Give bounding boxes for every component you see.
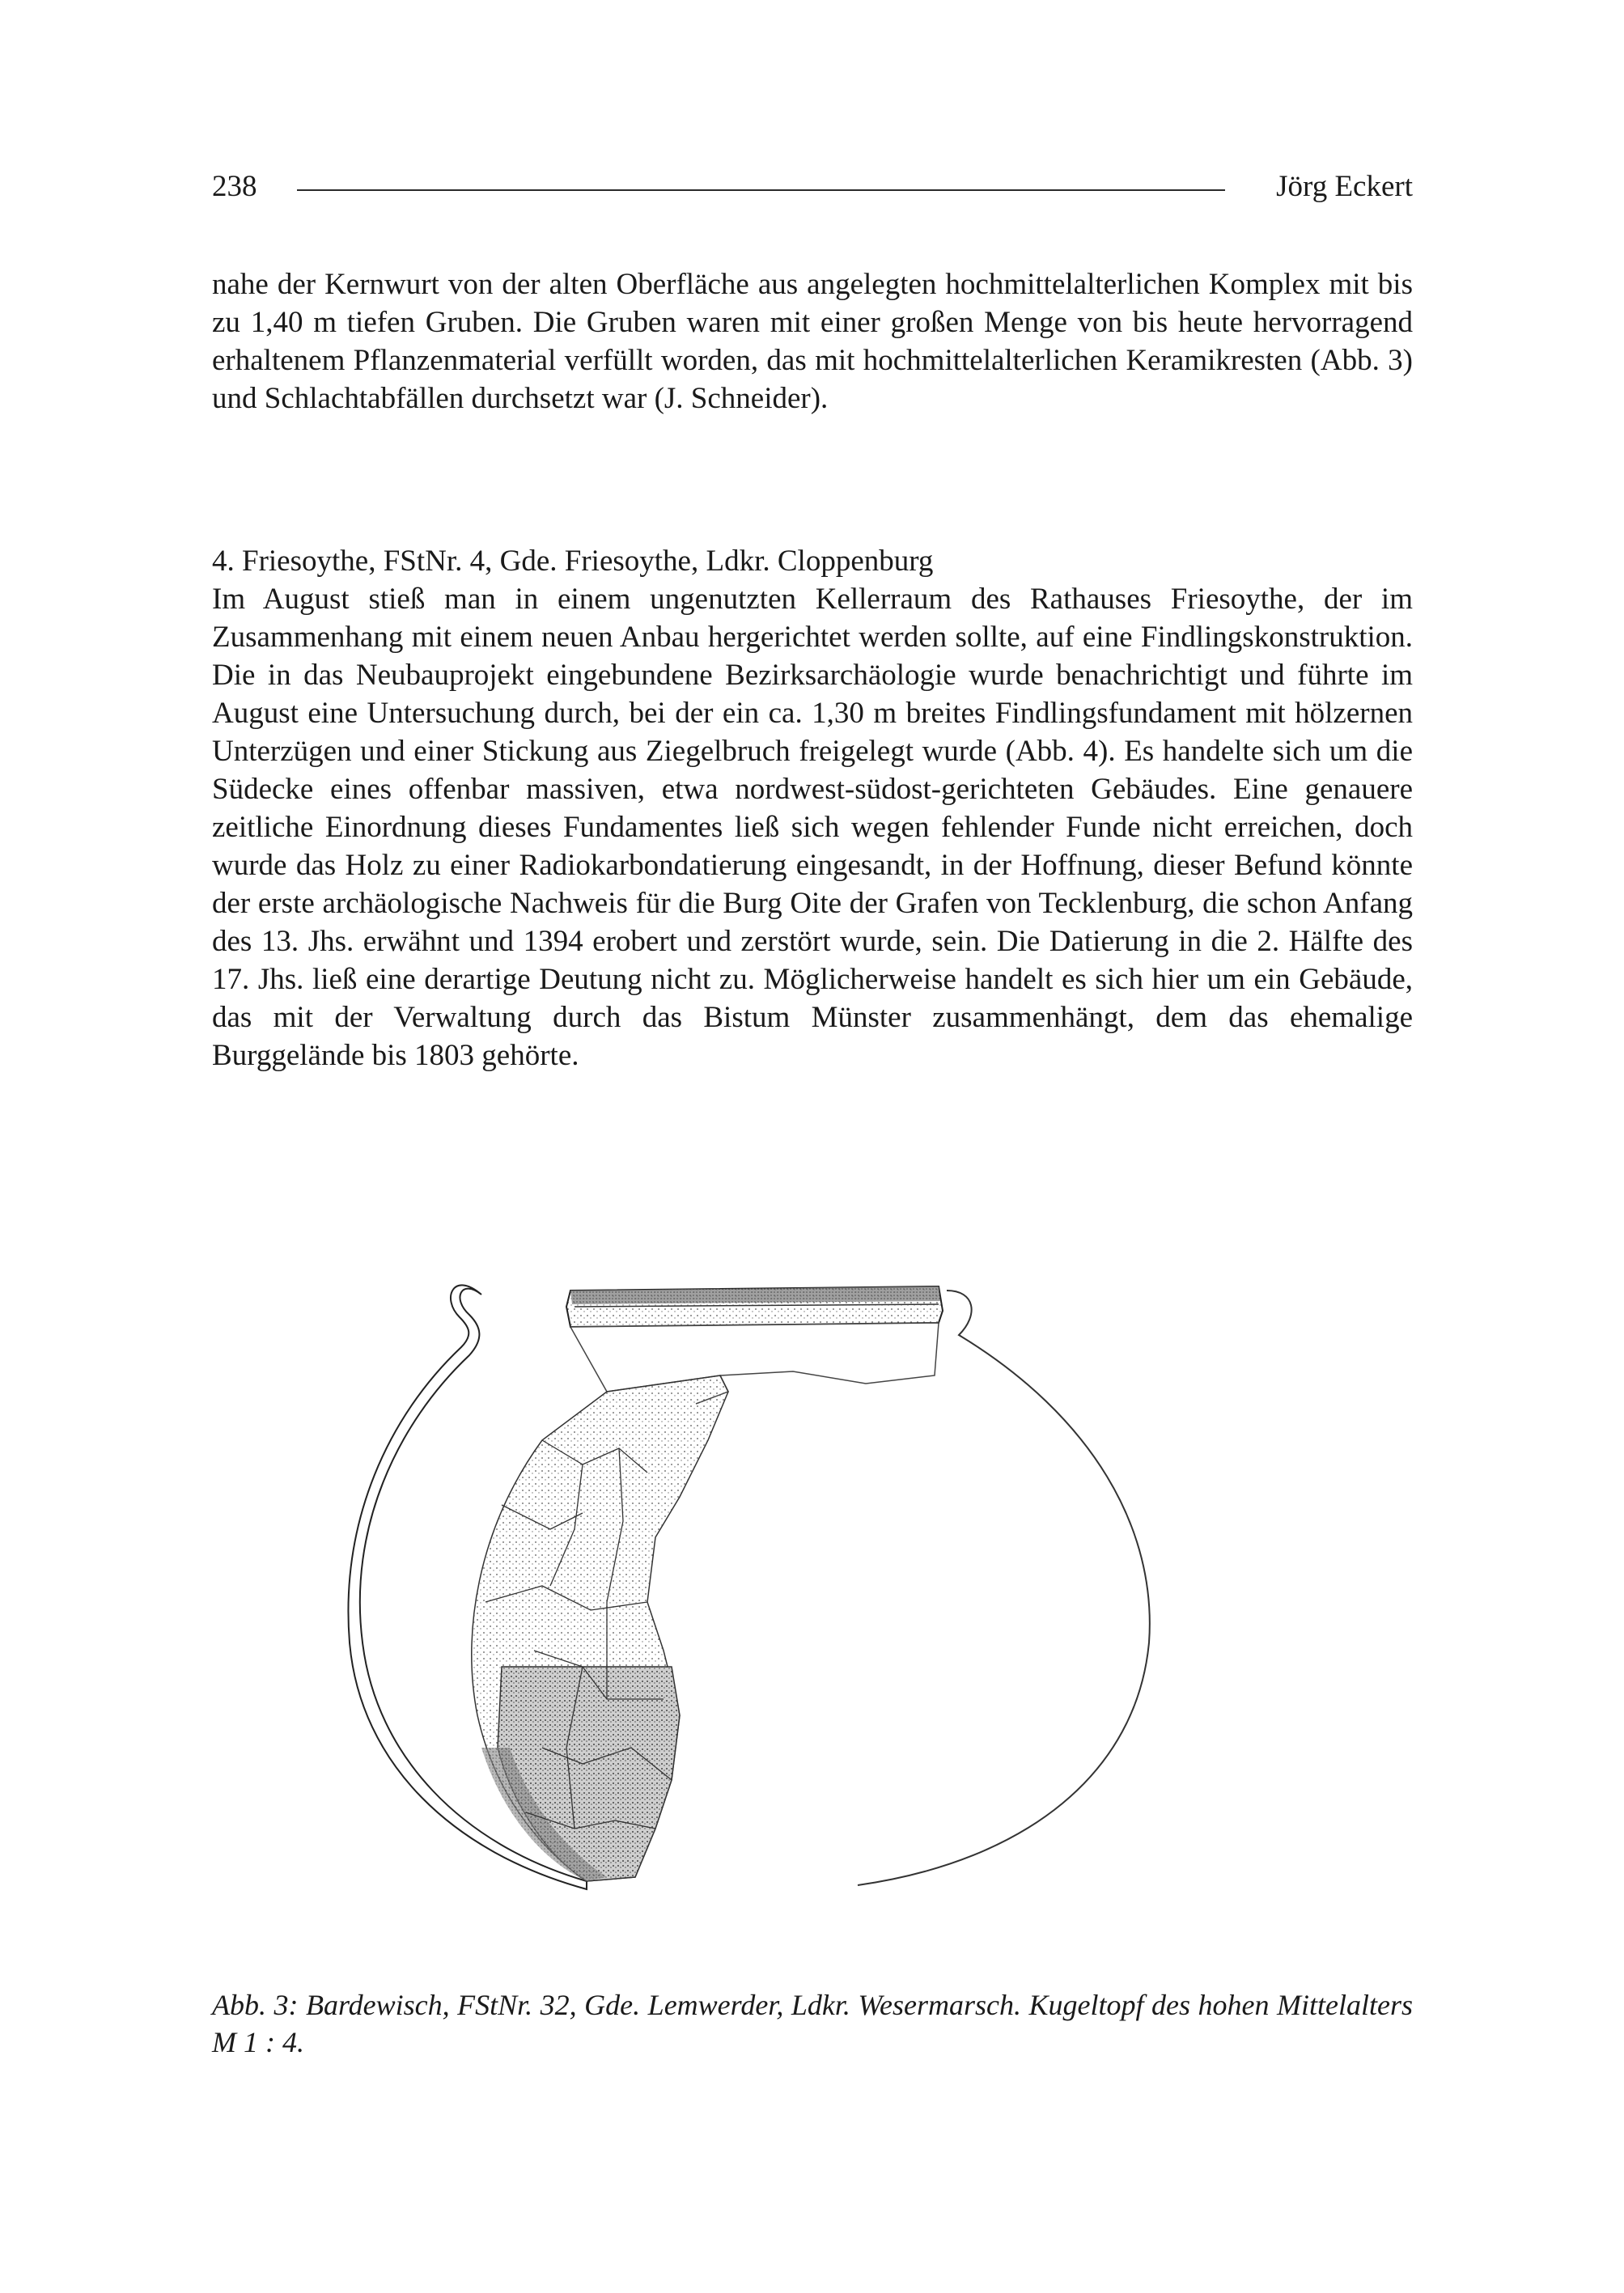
paragraph-intro: nahe der Kernwurt von der alten Oberfläche aus angelegten hochmittelalterlichen Komplex mit bis zu 1,40 m tiefen Gruben. Die Gruben waren mit einer großen Menge von bis heute hervorragend erhaltenem Pflanzenmaterial verfüllt worden, das mit hochmittelalterlichen Keramikresten (Abb. 3) und Schlachtabfällen durchsetzt war (J. Schneider). xyxy=(212,268,1413,415)
header-rule xyxy=(297,189,1225,191)
paragraph-friesoythe: Im August stieß man in einem ungenutzten Kellerraum des Rathauses Friesoythe, der im Zusammenhang mit einem neuen Anbau hergerichtet werden sollte, auf eine Findlingskonstruktion. Die in das Neubauprojekt eingebundene Bezirksarchäologie wurde benachrichtigt und führte im August eine Untersuchung durch, bei der ein ca. 1,30 m breites Findlingsfundament mit hölzernen Unterzügen und einer Stickung aus Ziegelbruch freigelegt wurde (Abb. 4). Es handelte sich um die Südecke eines offenbar massiven, etwa nordwest-südost-gerichteten Gebäudes. Eine genauere zeitliche Einordnung dieses Fundamentes ließ sich wegen fehlender Funde nicht erreichen, doch wurde das Holz zu einer Radiokarbondatierung eingesandt, in der Hoffnung, dieser Befund könnte der erste archäologische Nachweis für die Burg Oite der Grafen von Tecklenburg, die schon Anfang des 13. Jhs. erwähnt und 1394 erobert und zerstört wurde, sein. Die Datierung in die 2. Hälfte des 17. Jhs. ließ eine derartige Deutung nicht zu. Möglicherweise handelt es sich hier um ein Gebäude, das mit der Verwaltung durch das Bistum Münster zusammenhängt, dem das ehemalige Burggelände bis 1803 gehörte. xyxy=(212,583,1413,1072)
figure-caption: Abb. 3: Bardewisch, FStNr. 32, Gde. Lemwerder, Ldkr. Wesermarsch. Kugeltopf des hohen Mittelalters M 1 : 4. xyxy=(212,1989,1413,2058)
running-header xyxy=(212,167,1413,207)
pottery-drawing xyxy=(340,1262,1238,1966)
running-author: Jörg Eckert xyxy=(1276,170,1413,203)
section-heading: 4. Friesoythe, FStNr. 4, Gde. Friesoythe, Ldkr. Cloppenburg xyxy=(212,545,934,578)
page-number: 238 xyxy=(212,170,257,203)
